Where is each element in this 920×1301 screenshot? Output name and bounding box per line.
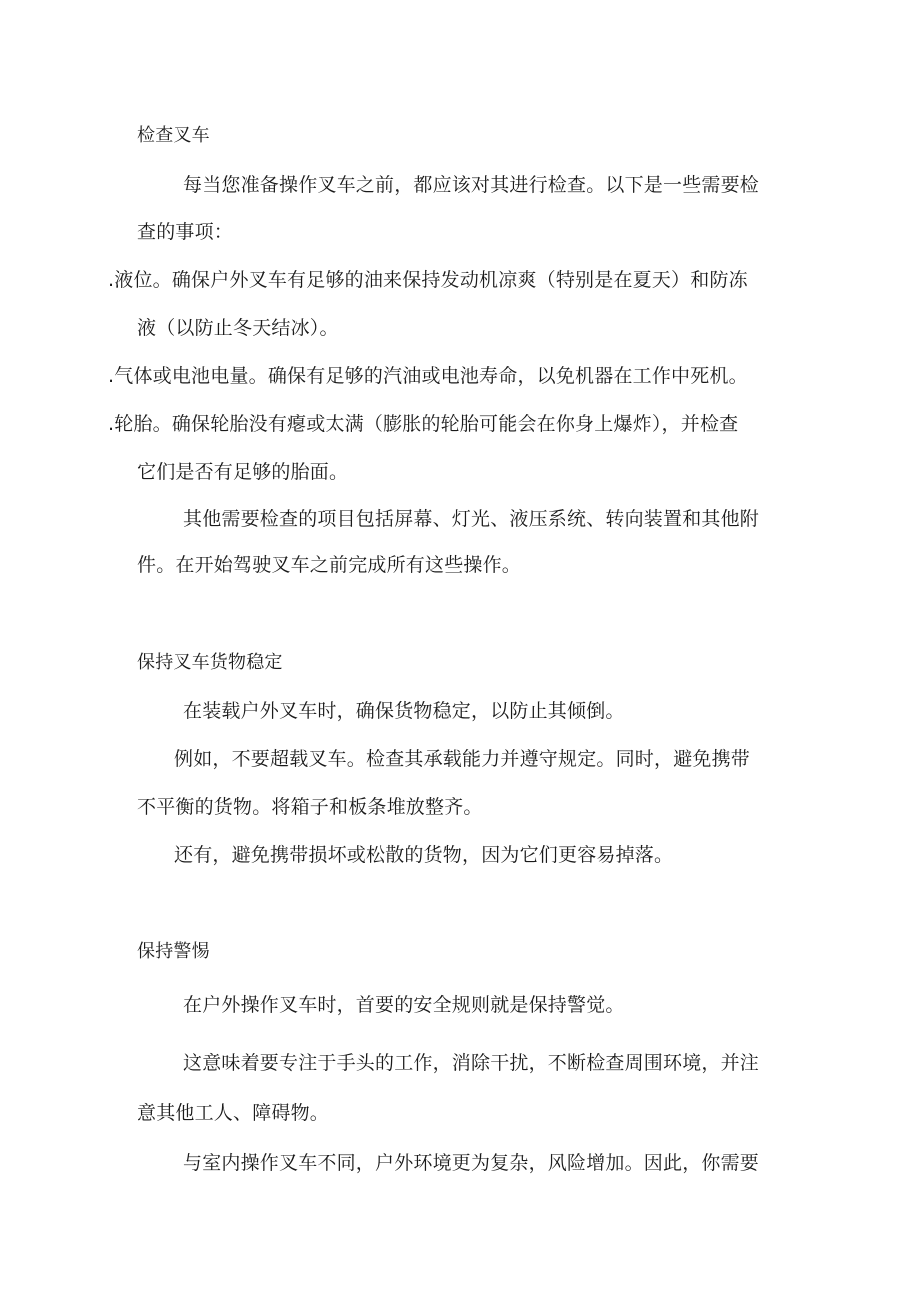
list-item-continuation: 液（以防止冬天结冰）。: [137, 317, 339, 339]
paragraph-line: 其他需要检查的项目包括屏幕、灯光、液压系统、转向装置和其他附: [183, 508, 760, 530]
paragraph-line: 每当您准备操作叉车之前，都应该对其进行检查。以下是一些需要检: [183, 174, 760, 196]
paragraph-line: 与室内操作叉车不同，户外环境更为复杂，风险增加。因此，你需要: [183, 1152, 760, 1174]
paragraph-line: 还有，避免携带损坏或松散的货物，因为它们更容易掉落。: [174, 844, 674, 866]
paragraph-line: 在户外操作叉车时，首要的安全规则就是保持警觉。: [183, 994, 625, 1016]
section-heading-keep-load-stable: 保持叉车货物稳定: [137, 652, 283, 673]
paragraph-line: 这意味着要专注于手头的工作，消除干扰，不断检查周围环境，并注: [183, 1052, 760, 1074]
section-heading-inspect-forklift: 检查叉车: [137, 125, 210, 146]
paragraph-line: 不平衡的货物。将箱子和板条堆放整齐。: [137, 796, 483, 818]
paragraph-line: 在装载户外叉车时，确保货物稳定，以防止其倾倒。: [183, 700, 625, 722]
paragraph-line: 件。在开始驾驶叉车之前完成所有这些操作。: [137, 554, 522, 576]
paragraph-line: 例如，不要超载叉车。检查其承载能力并遵守规定。同时，避免携带: [174, 748, 751, 770]
list-item-tires: .轮胎。确保轮胎没有瘪或太满（膨胀的轮胎可能会在你身上爆炸），并检查: [108, 413, 739, 435]
list-item-continuation: 它们是否有足够的胎面。: [137, 461, 349, 483]
paragraph-line: 查的事项：: [137, 221, 234, 243]
list-item-fluid-level: .液位。确保户外叉车有足够的油来保持发动机凉爽（特别是在夏天）和防冻: [108, 269, 748, 291]
section-heading-stay-alert: 保持警惕: [137, 941, 210, 962]
paragraph-line: 意其他工人、障碍物。: [137, 1102, 330, 1124]
list-item-fuel-battery: .气体或电池电量。确保有足够的汽油或电池寿命，以免机器在工作中死机。: [108, 365, 748, 387]
